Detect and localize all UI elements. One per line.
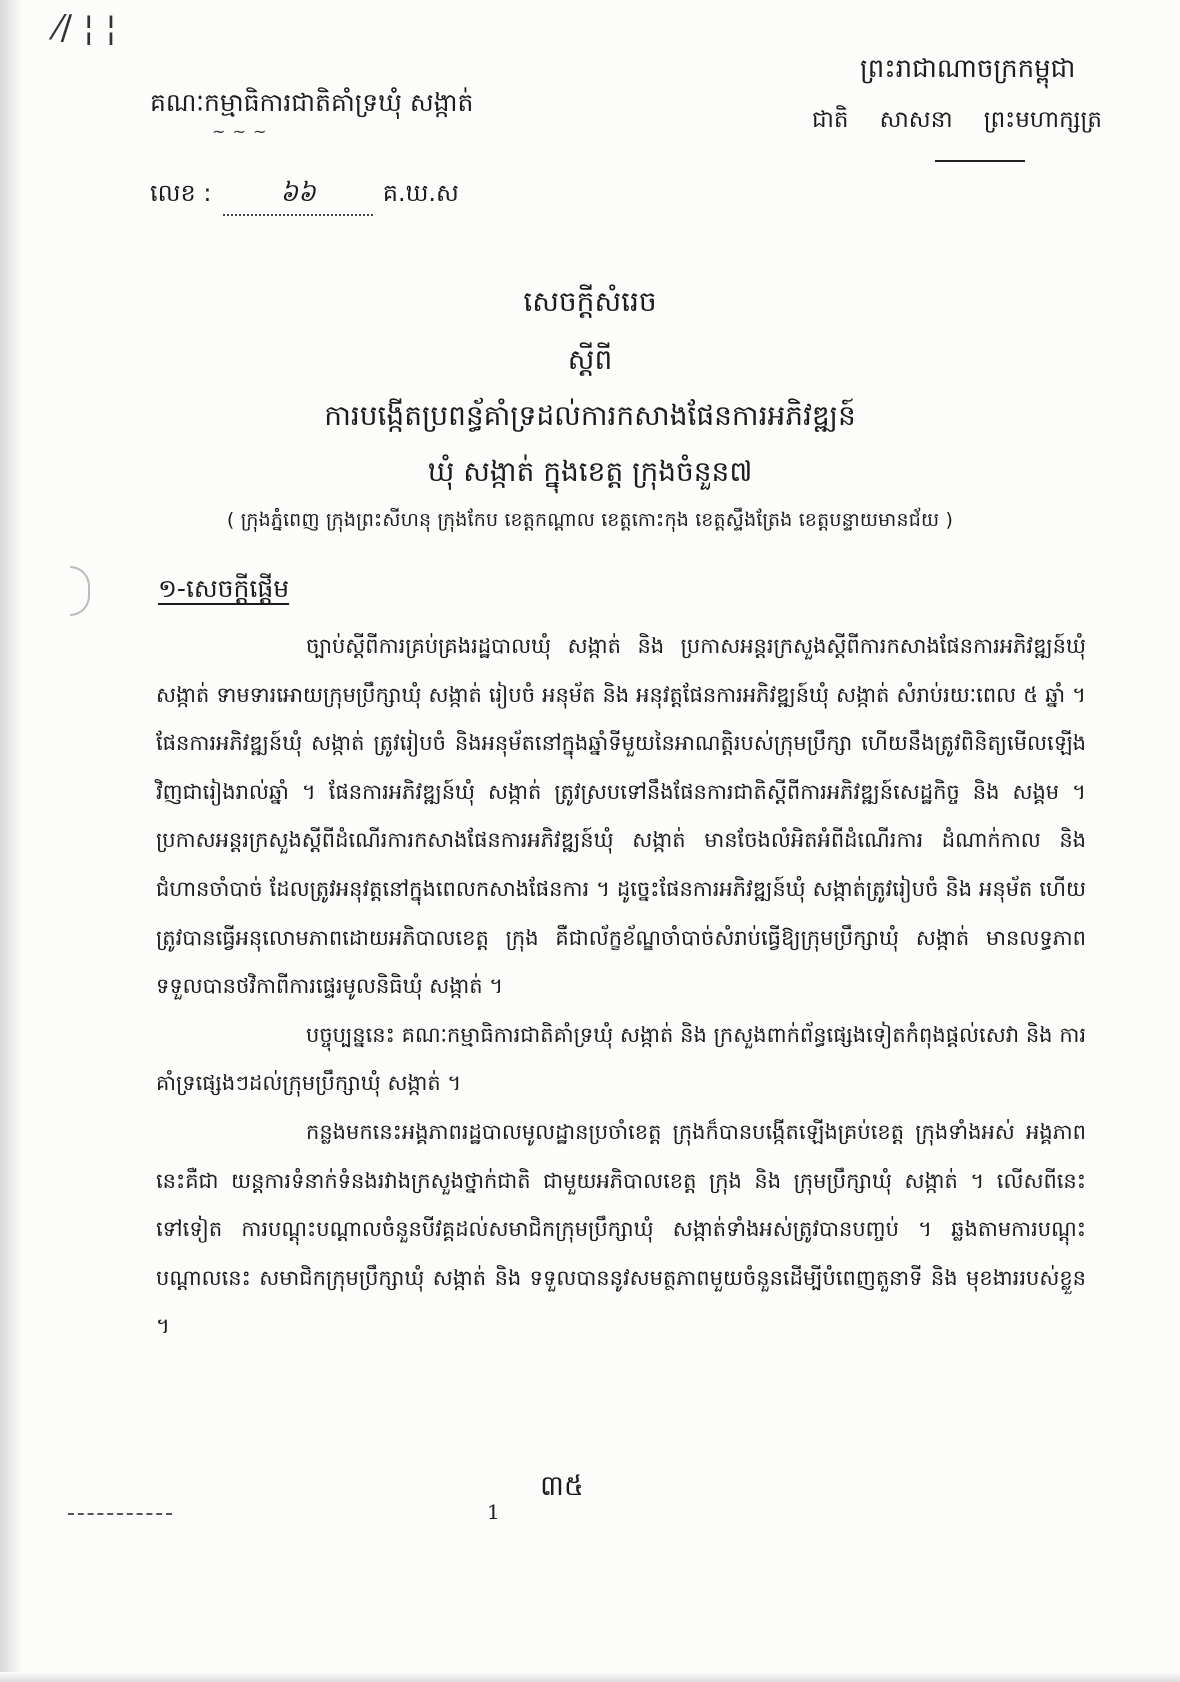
title-about: ស្តីពី [567, 343, 613, 376]
number-label: លេខ : [150, 179, 212, 207]
scan-shadow-bottom [0, 1672, 1180, 1682]
body-text [156, 622, 1086, 1351]
punch-hole-mark [70, 566, 90, 616]
decision-title-block [130, 284, 1050, 536]
title-provinces: ( ក្រុងភ្នំពេញ ក្រុងព្រះសីហនុ ក្រុងកែប ខេត្តកណ្តាល ខេត្តកោះកុង ខេត្តស្ទឹងត្រែង ខេត្តបន្ទាយមានជ័យ ) [226, 509, 954, 531]
ministry-ornament: ~ ~ ~ [212, 122, 268, 141]
motto-divider [935, 160, 1025, 162]
paragraph-2: បច្ចុប្បន្ននេះ គណៈកម្មាធិការជាតិគាំទ្រឃុំ សង្កាត់ និង ក្រសួងពាក់ព័ន្ធផ្សេងទៀតកំពុងផ្តល់សេវា និង ការគាំទ្រផ្សេងៗដល់ក្រុមប្រឹក្សាឃុំ សង្កាត់ ។ [156, 1022, 1086, 1096]
decision-title: សេចក្តីសំរេច [523, 285, 657, 318]
paragraph-1: ច្បាប់ស្តីពីការគ្រប់គ្រងរដ្ឋបាលឃុំ សង្កាត់ និង ប្រកាសអន្តរក្រសួងស្តីពីការកសាងផែនការអភិវឌ្ឍន៍ឃុំ សង្កាត់ ទាមទារអោយក្រុមប្រឹក្សាឃុំ សង្កាត់ រៀបចំ អនុម័ត និង អនុវត្តផែនការអភិវឌ្ឍន៍ឃុំ សង្កាត់ សំរាប់រយៈពេល ៥ ឆ្នាំ ។ ផែនការអភិវឌ្ឍន៍ឃុំ សង្កាត់ ត្រូវរៀបចំ និងអនុម័តនៅក្នុងឆ្នាំទីមួយនៃអាណត្តិរបស់ក្រុមប្រឹក្សា ហើយនឹងត្រូវពិនិត្យមើលឡើងវិញជារៀងរាល់ឆ្នាំ ។ ផែនការអភិវឌ្ឍន៍ឃុំ សង្កាត់ ត្រូវស្របទៅនឹងផែនការជាតិស្តីពីការអភិវឌ្ឍន៍សេដ្ឋកិច្ច និង សង្គម ។ ប្រកាសអន្តរក្រសួងស្តីពីដំណើរការកសាងផែនការអភិវឌ្ឍន៍ឃុំ សង្កាត់ មានចែងលំអិតអំពីដំណើរការ ដំណាក់កាល និង ជំហានចាំបាច់ ដែលត្រូវអនុវត្តនៅក្នុងពេលកសាងផែនការ ។ ដូច្នេះផែនការអភិវឌ្ឍន៍ឃុំ សង្កាត់ត្រូវរៀបចំ និង អនុម័ត ហើយត្រូវបានធ្វើអនុលោមភាពដោយអភិបាលខេត្ត ក្រុង គឺជាល័ក្ខខ័ណ្ឌចាំបាច់សំរាប់ធ្វើឱ្យក្រុមប្រឹក្សាឃុំ សង្កាត់ មានលទ្ធភាពទទួលបានថវិកាពីការផ្ទេរមូលនិធិឃុំ សង្កាត់ ។ [156, 634, 1086, 999]
footer-dashed-rule [68, 1513, 172, 1515]
handwritten-corner-mark: ⁄/ ¦ ¦ [55, 8, 117, 48]
document-number-value: ៦៦ [223, 178, 373, 216]
scan-shadow-left [0, 0, 22, 1682]
number-suffix: គ.ឃ.ស [382, 179, 459, 207]
title-scope: ឃុំ សង្កាត់ ក្នុងខេត្ត ក្រុងចំនួន៧ [427, 455, 753, 488]
motto-nation: ជាតិ [812, 107, 849, 133]
section-heading-introduction: ១-សេចក្តីផ្តើម [158, 574, 290, 603]
national-motto [812, 106, 1102, 139]
ministry-name: គណៈកម្មាធិការជាតិគាំទ្រឃុំ សង្កាត់ [150, 88, 474, 117]
paragraph-3: កន្លងមកនេះអង្គភាពរដ្ឋបាលមូលដ្ឋានប្រចាំខេត្ត ក្រុងក៏បានបង្កើតឡើងគ្រប់ខេត្ត ក្រុងទាំងអស់ អង្គភាពនេះគឺជា យន្តការទំនាក់ទំនងរវាងក្រសួងថ្នាក់ជាតិ ជាមួយអភិបាលខេត្ត ក្រុង និង ក្រុមប្រឹក្សាឃុំ សង្កាត់ ។ លើសពីនេះទៅទៀត ការបណ្តុះបណ្តាលចំនួនបីវគ្គដល់សមាជិកក្រុមប្រឹក្សាឃុំ សង្កាត់ទាំងអស់ត្រូវបានបញ្ចប់ ។ ឆ្លងតាមការបណ្តុះបណ្តាលនេះ សមាជិកក្រុមប្រឹក្សាឃុំ សង្កាត់ និង ទទួលបាននូវសមត្ថភាពមួយចំនួនដើម្បីបំពេញតួនាទី និង មុខងាររបស់ខ្លួន ។ [156, 1119, 1086, 1339]
title-subject: ការបង្កើតប្រពន្ធ័គាំទ្រដល់ការកសាងផែនការអភិវឌ្ឍន៍ [324, 399, 856, 432]
document-number-row [150, 178, 459, 216]
page-number-khmer: ៣៥ [540, 1469, 584, 1502]
kingdom-title: ព្រះរាជាណាចក្រកម្ពុជា [860, 54, 1076, 84]
page-number: 1 [487, 1500, 500, 1524]
motto-king: ព្រះមហាក្សត្រ [983, 107, 1102, 133]
motto-religion: សាសនា [879, 107, 953, 133]
